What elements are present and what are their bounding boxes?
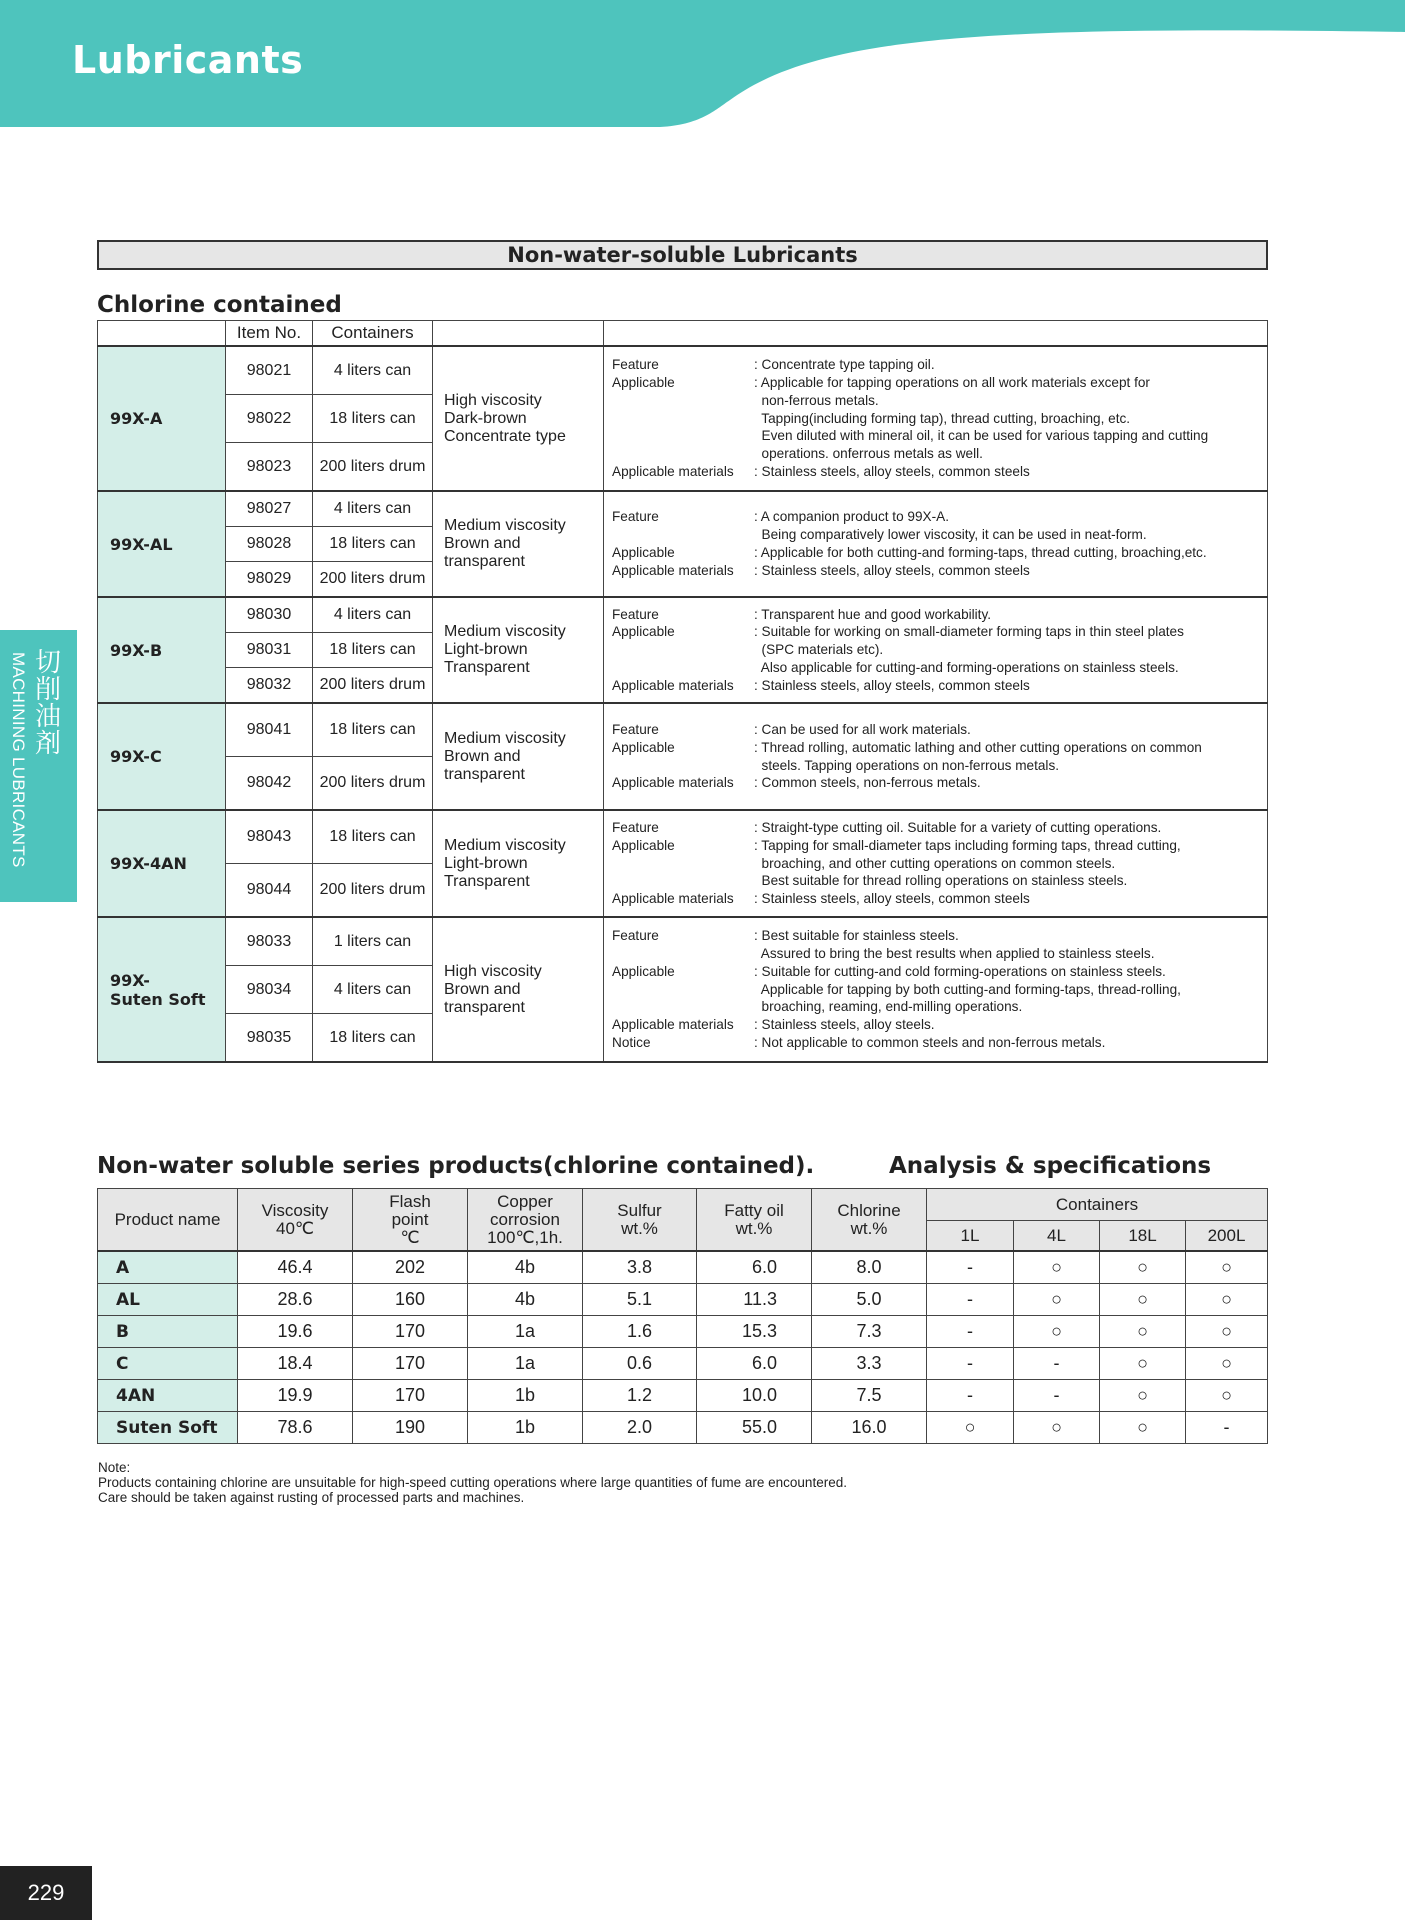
product-properties xyxy=(433,597,604,703)
header-blank xyxy=(604,321,1268,347)
page-number: 229 xyxy=(0,1866,92,1920)
header-flash-l1: Flash xyxy=(389,1191,431,1211)
item-number: 98030 xyxy=(226,597,313,633)
section-title-analysis: Non-water soluble series products(chlorine contained). xyxy=(97,1153,815,1179)
sulfur-value: 1.6 xyxy=(583,1316,697,1348)
header-size-4l: 4L xyxy=(1014,1221,1100,1252)
header-product-name: Product name xyxy=(98,1189,238,1252)
description-text: : Suitable for cutting-and cold forming-operations on stainless steels. xyxy=(754,963,1166,979)
copper-corrosion-value: 1a xyxy=(468,1316,583,1348)
header-copper-corrosion xyxy=(468,1189,583,1252)
chlorine-value: 7.5 xyxy=(812,1380,927,1412)
item-number: 98035 xyxy=(226,1014,313,1063)
fatty-oil-value: 6.0 xyxy=(697,1348,812,1380)
description-label: Applicable materials xyxy=(612,463,734,479)
description-label xyxy=(612,981,754,999)
description-label: Applicable materials xyxy=(612,891,734,907)
container-availability: ○ xyxy=(1186,1348,1268,1380)
description-text: operations. onferrous metals as well. xyxy=(754,446,983,462)
product-row xyxy=(98,597,1268,633)
description-label: Applicable xyxy=(612,963,675,979)
container-availability: ○ xyxy=(1100,1316,1186,1348)
product-table xyxy=(97,320,1268,1063)
description-label xyxy=(612,659,754,677)
header-chlorine xyxy=(812,1189,927,1252)
header-copper-l1: Copper xyxy=(497,1191,553,1211)
header-viscosity-l2: 40℃ xyxy=(275,1218,314,1238)
description-text: : Suitable for working on small-diameter forming taps in thin steel plates xyxy=(754,624,1184,640)
description-label xyxy=(612,641,754,659)
viscosity-value: 19.6 xyxy=(238,1316,353,1348)
description-label: Feature xyxy=(612,820,659,835)
fatty-oil-value: 10.0 xyxy=(697,1380,812,1412)
header-size-18l: 18L xyxy=(1100,1221,1186,1252)
description-label xyxy=(612,526,754,544)
description-label xyxy=(612,757,754,775)
header-copper-l3: 100℃,1h. xyxy=(487,1227,563,1247)
container-size: 4 liters can xyxy=(313,966,433,1014)
product-name: 99X-C xyxy=(98,703,226,810)
description-text: steels. Tapping operations on non-ferrous metals. xyxy=(754,757,1060,773)
chlorine-value: 8.0 xyxy=(812,1251,927,1284)
property-line: Light-brown xyxy=(444,854,528,872)
container-size: 18 liters can xyxy=(313,395,433,443)
description-text: : Stainless steels, alloy steels, common steels xyxy=(754,562,1030,578)
product-name: 99X-4AN xyxy=(98,810,226,917)
side-section-tab xyxy=(0,630,77,902)
fatty-oil-value: 6.0 xyxy=(697,1251,812,1284)
container-size: 200 liters drum xyxy=(313,668,433,704)
container-availability: ○ xyxy=(1186,1251,1268,1284)
description-label: Applicable xyxy=(612,739,675,755)
header-sulfur-l2: wt.% xyxy=(621,1218,658,1238)
header-fatty-l2: wt.% xyxy=(735,1218,773,1238)
container-availability: ○ xyxy=(927,1412,1014,1444)
container-availability: - xyxy=(1014,1380,1100,1412)
header-containers: Containers xyxy=(313,321,433,347)
description-label: Feature xyxy=(612,721,659,737)
product-description xyxy=(604,703,1268,810)
description-label xyxy=(612,855,754,873)
container-size: 200 liters drum xyxy=(313,757,433,811)
product-row xyxy=(98,810,1268,864)
flash-point-value: 170 xyxy=(353,1380,468,1412)
section-title-specs: Analysis & specifications xyxy=(889,1153,1212,1179)
header-blank xyxy=(433,321,604,347)
description-label: Applicable xyxy=(612,545,675,560)
product-name: C xyxy=(98,1348,238,1380)
analysis-header-row xyxy=(98,1189,1268,1221)
container-size: 4 liters can xyxy=(313,597,433,633)
container-availability: ○ xyxy=(1014,1412,1100,1444)
header-chlorine-l1: Chlorine xyxy=(837,1200,901,1220)
description-label: Notice xyxy=(612,1034,651,1050)
analysis-row xyxy=(98,1251,1268,1284)
description-label xyxy=(612,998,754,1016)
description-label xyxy=(612,872,754,890)
product-description xyxy=(604,597,1268,703)
viscosity-value: 46.4 xyxy=(238,1251,353,1284)
header-blank xyxy=(98,321,226,347)
copper-corrosion-value: 1a xyxy=(468,1348,583,1380)
container-size: 4 liters can xyxy=(313,491,433,527)
side-tab-en-label: MACHINING LUBRICANTS xyxy=(9,652,28,868)
header-viscosity xyxy=(238,1189,353,1252)
item-number: 98044 xyxy=(226,864,313,918)
fatty-oil-value: 11.3 xyxy=(697,1284,812,1316)
description-label xyxy=(612,945,754,963)
description-text: : Not applicable to common steels and non-ferrous metals. xyxy=(754,1034,1106,1050)
item-number: 98021 xyxy=(226,346,313,395)
fatty-oil-value: 15.3 xyxy=(697,1316,812,1348)
container-size: 18 liters can xyxy=(313,1014,433,1063)
description-text: Even diluted with mineral oil, it can be used for various tapping and cutting xyxy=(754,428,1209,444)
description-label: Applicable materials xyxy=(612,677,734,693)
property-line: High viscosity xyxy=(444,962,542,980)
description-text: Being comparatively lower viscosity, it can be used in neat-form. xyxy=(754,527,1147,543)
chlorine-value: 16.0 xyxy=(812,1412,927,1444)
product-name: 99X-B xyxy=(98,597,226,703)
description-text: : Applicable for both cutting-and forming-taps, thread cutting, broaching,etc. xyxy=(754,545,1207,560)
header-sulfur-l1: Sulfur xyxy=(617,1200,662,1220)
analysis-row xyxy=(98,1284,1268,1316)
header-size-200l: 200L xyxy=(1186,1221,1268,1252)
product-name: 99X- Suten Soft xyxy=(98,917,226,1062)
header-flash-l2: point xyxy=(391,1209,429,1229)
container-availability: - xyxy=(927,1316,1014,1348)
description-label: Applicable materials xyxy=(612,775,734,791)
description-text: broaching, and other cutting operations on common steels. xyxy=(754,855,1116,871)
item-number: 98042 xyxy=(226,757,313,811)
header-containers: Containers xyxy=(927,1189,1268,1221)
analysis-row xyxy=(98,1348,1268,1380)
description-text: : Applicable for tapping operations on all work materials except for xyxy=(754,375,1150,390)
container-size: 18 liters can xyxy=(313,703,433,757)
copper-corrosion-value: 4b xyxy=(468,1251,583,1284)
header-flash-point xyxy=(353,1189,468,1252)
product-name: 4AN xyxy=(98,1380,238,1412)
product-name: 99X-AL xyxy=(98,491,226,597)
container-availability: ○ xyxy=(1186,1284,1268,1316)
chlorine-value: 7.3 xyxy=(812,1316,927,1348)
product-name: AL xyxy=(98,1284,238,1316)
description-label: Feature xyxy=(612,606,659,622)
item-number: 98022 xyxy=(226,395,313,443)
description-text: : Can be used for all work materials. xyxy=(754,721,971,737)
property-line: Medium viscosity xyxy=(444,836,566,854)
product-row xyxy=(98,346,1268,395)
sulfur-value: 2.0 xyxy=(583,1412,697,1444)
header-size-1l: 1L xyxy=(927,1221,1014,1252)
item-number: 98023 xyxy=(226,443,313,492)
description-label: Applicable xyxy=(612,624,675,640)
container-availability: ○ xyxy=(1186,1316,1268,1348)
description-text: : A companion product to 99X-A. xyxy=(754,509,949,525)
property-line: Light-brown xyxy=(444,641,528,658)
header-fatty-l1: Fatty oil xyxy=(724,1200,784,1220)
header-fatty-oil xyxy=(697,1189,812,1252)
description-text: Also applicable for cutting-and forming-operations on stainless steels. xyxy=(754,659,1179,675)
container-availability: ○ xyxy=(1014,1251,1100,1284)
copper-corrosion-value: 4b xyxy=(468,1284,583,1316)
property-line: Medium viscosity xyxy=(444,729,566,747)
analysis-row xyxy=(98,1316,1268,1348)
analysis-row xyxy=(98,1412,1268,1444)
description-text: : Stainless steels, alloy steels. xyxy=(754,1017,935,1033)
sulfur-value: 3.8 xyxy=(583,1251,697,1284)
description-label xyxy=(612,392,754,410)
description-label: Feature xyxy=(612,509,659,525)
item-number: 98034 xyxy=(226,966,313,1014)
container-availability: - xyxy=(927,1348,1014,1380)
copper-corrosion-value: 1b xyxy=(468,1380,583,1412)
header-item-no: Item No. xyxy=(226,321,313,347)
container-size: 4 liters can xyxy=(313,346,433,395)
container-availability: ○ xyxy=(1100,1380,1186,1412)
item-number: 98029 xyxy=(226,562,313,598)
item-number: 98032 xyxy=(226,668,313,704)
viscosity-value: 18.4 xyxy=(238,1348,353,1380)
viscosity-value: 78.6 xyxy=(238,1412,353,1444)
property-line: Medium viscosity xyxy=(444,517,566,534)
description-text: : Stainless steels, alloy steels, common steels xyxy=(754,677,1030,693)
container-availability: ○ xyxy=(1100,1251,1186,1284)
sulfur-value: 1.2 xyxy=(583,1380,697,1412)
flash-point-value: 190 xyxy=(353,1412,468,1444)
item-number: 98027 xyxy=(226,491,313,527)
description-text: : Tapping for small-diameter taps including forming taps, thread cutting, xyxy=(754,837,1181,853)
property-line: Dark-brown xyxy=(444,409,527,427)
container-availability: ○ xyxy=(1100,1348,1186,1380)
container-availability: ○ xyxy=(1186,1380,1268,1412)
container-availability: ○ xyxy=(1100,1284,1186,1316)
description-text: Tapping(including forming tap), thread cutting, broaching, etc. xyxy=(754,410,1131,426)
description-label xyxy=(612,427,754,445)
chlorine-value: 5.0 xyxy=(812,1284,927,1316)
header-sulfur xyxy=(583,1189,697,1252)
analysis-table xyxy=(97,1188,1268,1444)
container-availability: - xyxy=(927,1251,1014,1284)
viscosity-value: 19.9 xyxy=(238,1380,353,1412)
description-text: : Transparent hue and good workability. xyxy=(754,606,992,622)
product-properties xyxy=(433,491,604,597)
description-text: : Common steels, non-ferrous metals. xyxy=(754,775,981,791)
property-line: Concentrate type xyxy=(444,427,566,445)
property-line: High viscosity xyxy=(444,391,542,409)
product-description xyxy=(604,810,1268,917)
description-label: Applicable xyxy=(612,837,675,853)
chlorine-value: 3.3 xyxy=(812,1348,927,1380)
container-availability: - xyxy=(927,1284,1014,1316)
container-availability: - xyxy=(1186,1412,1268,1444)
description-text: broaching, reaming, end-milling operations. xyxy=(754,999,1023,1015)
copper-corrosion-value: 1b xyxy=(468,1412,583,1444)
section-title-chlorine: Chlorine contained xyxy=(97,292,342,318)
flash-point-value: 160 xyxy=(353,1284,468,1316)
property-line: Transparent xyxy=(444,659,530,676)
footnote xyxy=(98,1460,847,1505)
product-properties xyxy=(433,917,604,1062)
property-line: Brown and transparent xyxy=(444,980,525,1016)
analysis-row xyxy=(98,1380,1268,1412)
description-text: : Straight-type cutting oil. Suitable for a variety of cutting operations. xyxy=(754,820,1162,835)
container-availability: ○ xyxy=(1014,1284,1100,1316)
header-copper-l2: corrosion xyxy=(490,1209,560,1229)
container-size: 200 liters drum xyxy=(313,864,433,918)
item-number: 98033 xyxy=(226,917,313,966)
description-text: Assured to bring the best results when applied to stainless steels. xyxy=(754,946,1155,961)
page-title: Lubricants xyxy=(72,38,304,82)
header-chlorine-l2: wt.% xyxy=(850,1218,888,1238)
product-row xyxy=(98,703,1268,757)
product-table-header xyxy=(98,321,1268,347)
product-description xyxy=(604,346,1268,491)
side-tab-jp-label: 切削油剤 xyxy=(34,648,61,759)
description-label xyxy=(612,410,754,428)
product-properties xyxy=(433,703,604,810)
product-description xyxy=(604,917,1268,1062)
container-availability: - xyxy=(1014,1348,1100,1380)
product-name: A xyxy=(98,1251,238,1284)
description-label: Applicable xyxy=(612,375,675,390)
sulfur-value: 5.1 xyxy=(583,1284,697,1316)
description-text: : Best suitable for stainless steels. xyxy=(754,928,959,944)
description-text: Applicable for tapping by both cutting-and forming-taps, thread-rolling, xyxy=(754,981,1181,997)
container-size: 18 liters can xyxy=(313,633,433,668)
container-size: 18 liters can xyxy=(313,527,433,562)
description-text: : Stainless steels, alloy steels, common steels xyxy=(754,891,1030,907)
product-row xyxy=(98,917,1268,966)
product-properties xyxy=(433,810,604,917)
description-label: Feature xyxy=(612,928,659,944)
product-description xyxy=(604,491,1268,597)
description-text: : Stainless steels, alloy steels, common steels xyxy=(754,463,1030,479)
description-label: Applicable materials xyxy=(612,562,734,578)
item-number: 98043 xyxy=(226,810,313,864)
property-line: Brown and transparent xyxy=(444,747,525,783)
note-heading: Note: xyxy=(98,1460,131,1475)
property-line: Brown and transparent xyxy=(444,535,525,570)
description-label: Feature xyxy=(612,357,659,373)
note-line: Products containing chlorine are unsuitable for high-speed cutting operations where large quantities of fume are encountered. xyxy=(98,1475,847,1490)
container-availability: ○ xyxy=(1014,1316,1100,1348)
product-name: 99X-A xyxy=(98,346,226,491)
description-text: : Concentrate type tapping oil. xyxy=(754,357,935,373)
sulfur-value: 0.6 xyxy=(583,1348,697,1380)
container-availability: - xyxy=(927,1380,1014,1412)
header-viscosity-l1: Viscosity xyxy=(261,1200,329,1220)
container-size: 18 liters can xyxy=(313,810,433,864)
note-line: Care should be taken against rusting of processed parts and machines. xyxy=(98,1490,525,1505)
description-label xyxy=(612,445,754,463)
flash-point-value: 170 xyxy=(353,1316,468,1348)
product-row xyxy=(98,491,1268,527)
category-banner: Non-water-soluble Lubricants xyxy=(97,240,1268,270)
description-text: Best suitable for thread rolling operations on stainless steels. xyxy=(754,873,1128,889)
item-number: 98028 xyxy=(226,527,313,562)
flash-point-value: 170 xyxy=(353,1348,468,1380)
property-line: Medium viscosity xyxy=(444,623,566,640)
container-size: 1 liters can xyxy=(313,917,433,966)
description-text: : Thread rolling, automatic lathing and other cutting operations on common xyxy=(754,739,1202,755)
product-properties xyxy=(433,346,604,491)
fatty-oil-value: 55.0 xyxy=(697,1412,812,1444)
description-label: Applicable materials xyxy=(612,1017,734,1033)
property-line: Transparent xyxy=(444,872,530,890)
container-size: 200 liters drum xyxy=(313,443,433,492)
description-text: (SPC materials etc). xyxy=(754,642,884,658)
description-text: non-ferrous metals. xyxy=(754,392,879,408)
viscosity-value: 28.6 xyxy=(238,1284,353,1316)
item-number: 98031 xyxy=(226,633,313,668)
container-availability: ○ xyxy=(1100,1412,1186,1444)
flash-point-value: 202 xyxy=(353,1251,468,1284)
container-size: 200 liters drum xyxy=(313,562,433,598)
item-number: 98041 xyxy=(226,703,313,757)
product-name: B xyxy=(98,1316,238,1348)
product-name: Suten Soft xyxy=(98,1412,238,1444)
header-flash-l3: ℃ xyxy=(400,1227,420,1247)
